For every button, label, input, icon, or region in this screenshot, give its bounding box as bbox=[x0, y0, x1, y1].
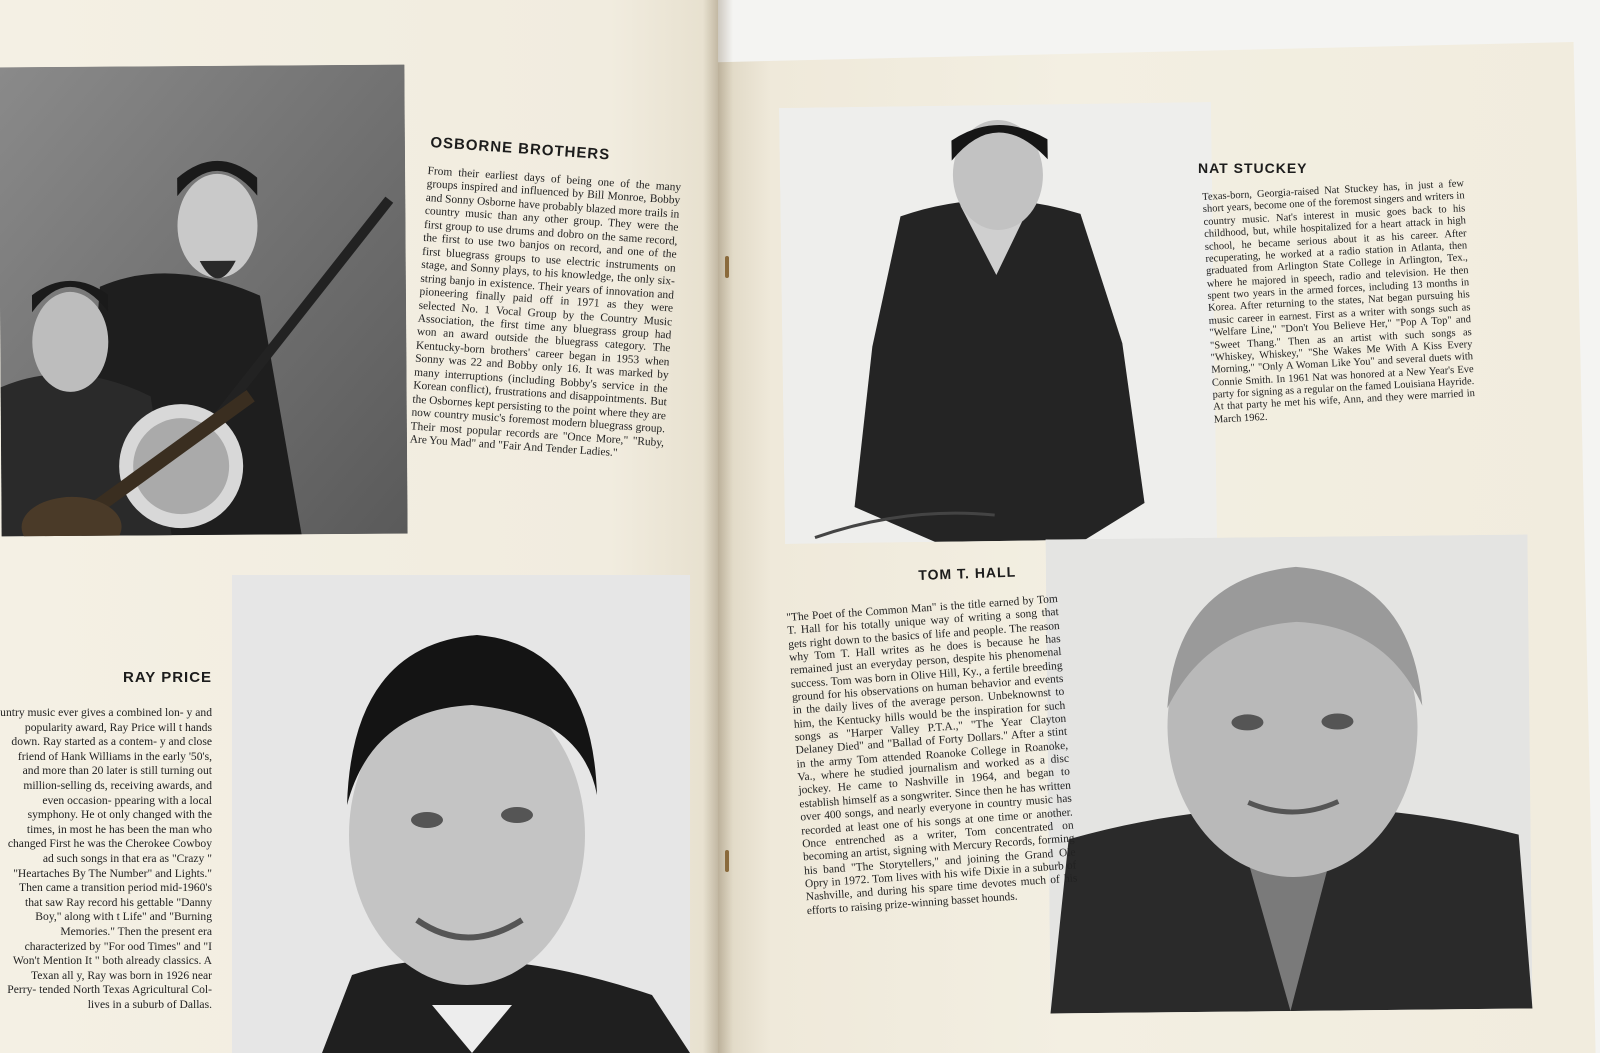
binding-staple bbox=[725, 850, 729, 872]
nat-stuckey-photo bbox=[779, 102, 1217, 544]
nat-stuckey-bio: Texas-born, Georgia-raised Nat Stuckey has, in just a few short years, become one of the foremost singers and writers in country music. Nat's interest in music goes back to his childhood, but, while hospitalized for a heart attack in high school, he became serious about it as his career. After recuperating, he worked at a radio station in Atlanta, then graduated from Arlington State College in Arlington, Tex., where he majored in speech, radio and television. He then spent two years in the armed forces, including 13 months in Korea. After returning to the states, Nat began pursuing his music career in earnest. First as a writer with songs such as "Welfare Line," "Don't You Believe Her," "Pop A Top" and "Sweet Thang." Then as an artist with such songs as "Whiskey, Whiskey," "She Wakes Me With A Kiss Every Morning," "Only A Woman Like You" and several duets with Connie Smith. In 1961 Nat was honored at a New Year's Eve party for signing as a regular on the famed Louisiana Hayride. At that party he met his wife, Ann, and they were married in March 1962. bbox=[1202, 178, 1476, 426]
tom-t-hall-heading: TOM T. HALL bbox=[918, 563, 1017, 583]
ray-price-photo bbox=[232, 575, 690, 1053]
tom-t-hall-photo bbox=[1046, 534, 1533, 1013]
osborne-brothers-bio: From their earliest days of being one of the many groups inspired and influenced by Bill Monroe, Bobby and Sonny Osborne have probably blazed more trails in country music than any other group. They were the first group to use drums and dobro on the same record, the first to use two banjos on record, and one of the first bluegrass groups to use electric instruments on stage, and Sonny plays, to his knowledge, the only six-string banjo in existence. Their years of innovation and pioneering finally paid off in 1971 as they were selected No. 1 Vocal Group by the Country Music Association, the first time any bluegrass group had won an award outside the bluegrass category. The Kentucky-born brothers' career began in 1953 when Sonny was 22 and Bobby only 16. It was marked by many interruptions (including Bobby's service in the Korean conflict), frustrations and disappointments. But the Osbornes kept persisting to the point where they are now country music's foremost modern bluegrass group. Their most popular records are "Once More," "Ruby, Are You Mad" and "Fair And Tender Ladies." bbox=[409, 165, 682, 460]
tom-t-hall-bio: "The Poet of the Common Man" is the title earned by Tom T. Hall for his totally unique way of writing a song that gets right down to the basics of life and people. The reason why Tom T. Hall writes as he does is because he has remained just an everyday person, despite his phenomenal success. Tom was born in Olive Hill, Ky., a fertile breeding ground for his observations on human behavior and events in the daily lives of the average person. Unbeknownst to him, the Kentucky hills would be the inspiration for such songs as "Harper Valley P.T.A.," "The Year Clayton Delaney Died" and "Ballad of Forty Dollars." After a stint in the army Tom attended Roanoke College in Roanoke, Va., where he studied journalism and worked as a disc jockey. He came to Nashville in 1964, and began to establish himself as a songwriter. Since then he has written over 400 songs, and nearly everyone in country music has recorded at least one of his songs at one time or another. Once entrenched as a writer, Tom concentrated on becoming an artist, signing with Mercury Records, forming his band "The Storytellers," and joining the Grand Ole Opry in 1972. Tom lives with his wife Dixie in a suburb of Nashville, and during his spare time devotes much of his efforts to raising prize-winning basset hounds. bbox=[786, 593, 1078, 917]
ray-price-bio: untry music ever gives a combined lon- y and popularity award, Ray Price will t hands down. Ray started as a contem- y and close friend of Hank Williams in the early '50's, and more than 20 later is still turning out million-selling ds, receiving awards, and even occasion- ppearing with a local symphony. He ot only changed with the times, in most he has been the man who changed First he was the Cherokee Cowboy ad such songs in that era as "Crazy " "Heartaches By The Number" and Lights." Then came a transition period mid-1960's that saw Ray record his gettable "Danny Boy," along with t Life" and "Burning Memories." Then the present era characterized by "For ood Times" and "I Won't Mention It " both already classics. A Texan all y, Ray was born in 1926 near Perry- tended North Texas Agricultural Col- lives in a suburb of Dallas. bbox=[0, 706, 212, 1011]
book-gutter bbox=[703, 0, 733, 1053]
nat-stuckey-heading: NAT STUCKEY bbox=[1198, 160, 1308, 176]
osborne-brothers-heading: OSBORNE BROTHERS bbox=[429, 134, 611, 164]
binding-staple bbox=[725, 256, 729, 278]
osborne-brothers-photo bbox=[0, 65, 408, 537]
ray-price-heading: RAY PRICE bbox=[123, 669, 213, 686]
